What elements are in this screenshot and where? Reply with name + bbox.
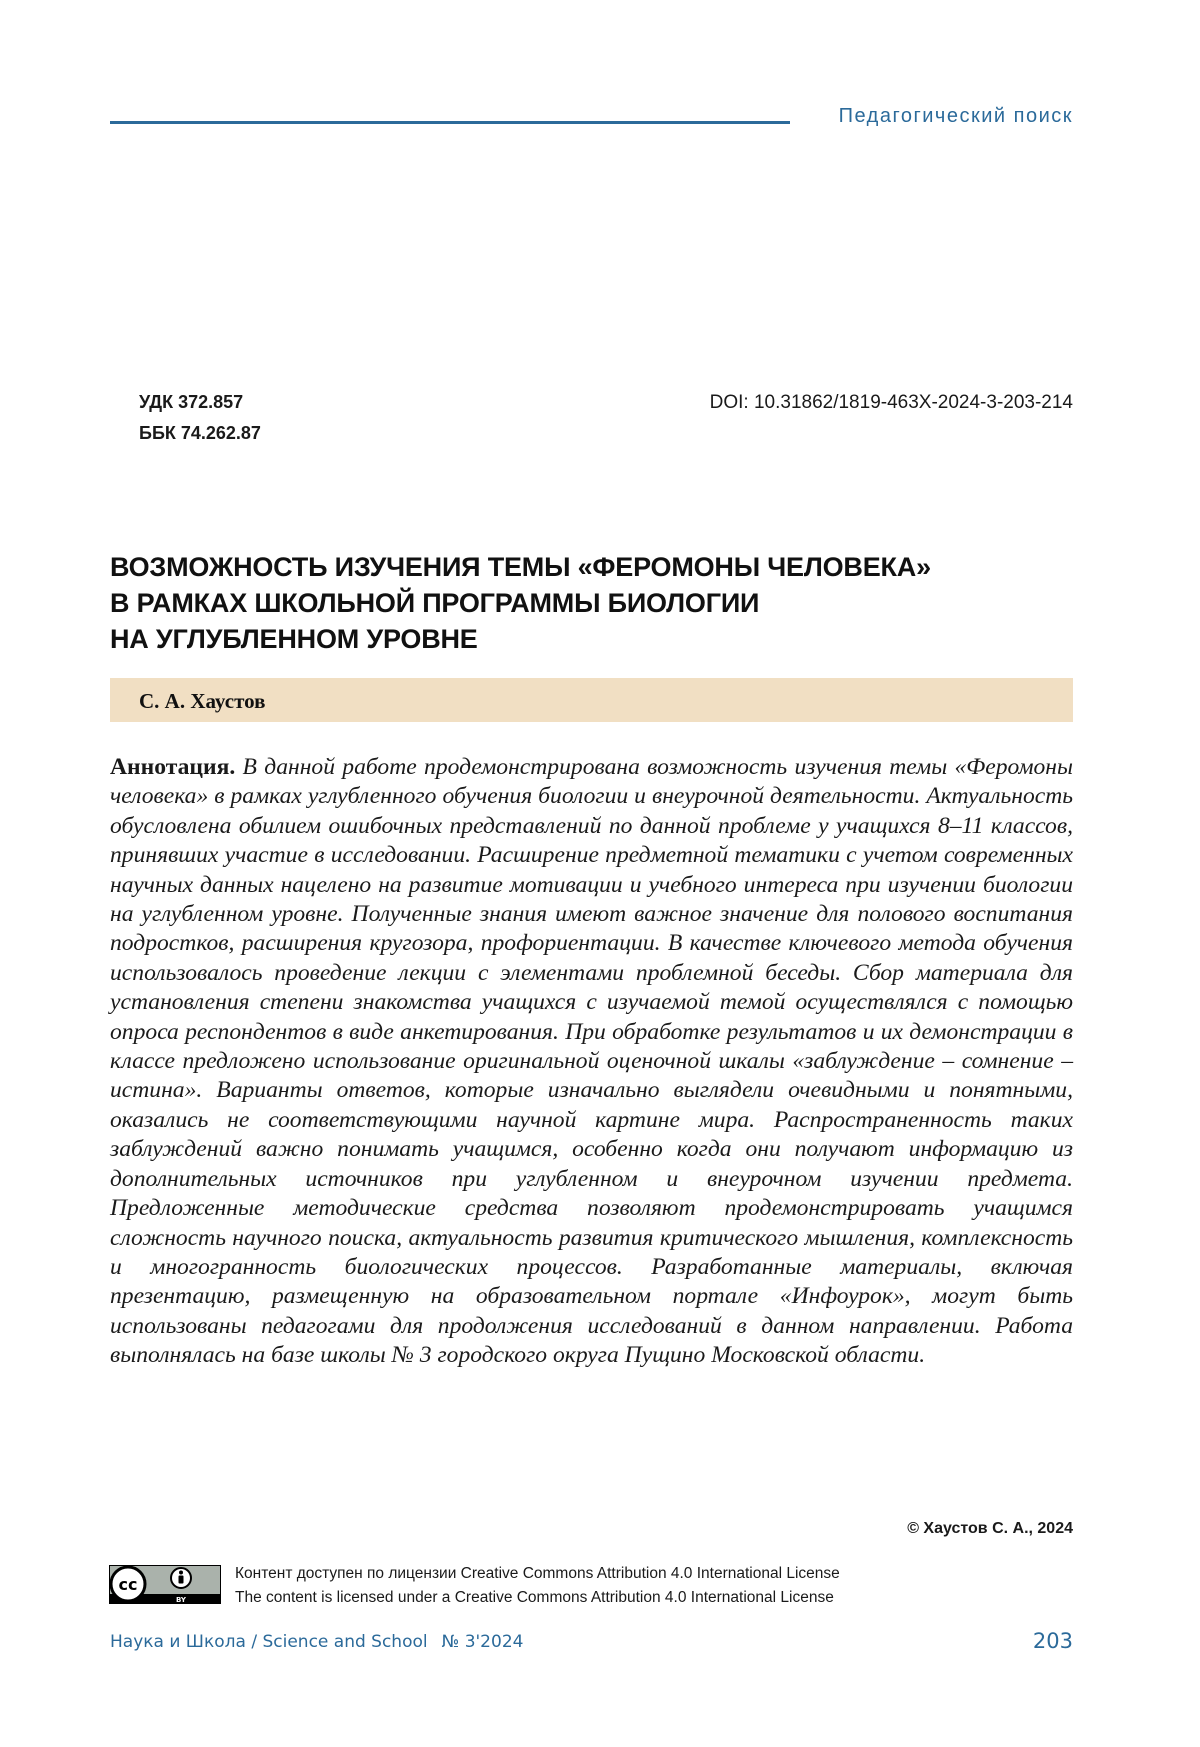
header-rule [110,121,790,124]
license-text [235,1562,840,1610]
page-number: 203 [1032,1629,1073,1653]
cc-by-license-icon[interactable] [109,1565,221,1604]
abstract-label: Аннотация. [110,754,236,780]
journal-name: Наука и Школа / Science and School [110,1632,428,1652]
issue-number: № 3'2024 [441,1632,524,1652]
title-line: НА УГЛУБЛЕННОМ УРОВНЕ [110,624,478,654]
section-title: Педагогический поиск [838,105,1073,127]
article-title [110,549,1050,657]
footer-journal [110,1632,523,1652]
copyright: © Хаустов С. А., 2024 [907,1520,1073,1537]
udk-code: УДК 372.857 [139,392,244,412]
license-line-ru: Контент доступен по лицензии Creative Commons Attribution 4.0 International License [235,1565,840,1582]
license-line-en: The content is licensed under a Creative Commons Attribution 4.0 International License [235,1589,834,1606]
doi: DOI: 10.31862/1819-463X-2024-3-203-214 [709,392,1073,413]
author-name: С. А. Хаустов [139,689,266,713]
title-line: ВОЗМОЖНОСТЬ ИЗУЧЕНИЯ ТЕМЫ «ФЕРОМОНЫ ЧЕЛОВЕКА» [110,552,931,582]
title-line: В РАМКАХ ШКОЛЬНОЙ ПРОГРАММЫ БИОЛОГИИ [110,588,760,618]
svg-text:cc: cc [118,1575,138,1594]
cc-badge-text: BY [175,1596,187,1604]
bbk-code: ББК 74.262.87 [139,423,261,443]
abstract-text: В данной работе продемонстрирована возможность изучения темы «Феромоны человека» в рамках углубленного обучения биологии и внеурочной деятельности. Актуальность обусловлена обилием ошибочных представлений по данной проблеме у учащихся 8–11 классов, принявших участие в исследовании. Расширение предметной тематики с учетом современных научных данных нацелено на развитие мотивации и учебного интереса при изучении биологии на углубленном уровне. Полученные знания имеют важное значение для полового воспитания подростков, расширения кругозора, профориентации. В качестве ключевого метода обучения использовалось проведение лекции с элементами проблемной беседы. Сбор материала для установления степени знакомства учащихся с изучаемой темой осуществлялся с помощью опроса респондентов в виде анкетирования. При обработке результатов и их демонстрации в классе предложено использование оригинальной оценочной шкалы «заблуждение – сомнение – истина». Варианты ответов, которые изначально выглядели очевидными и понятными, оказались не соответствующими научной картине мира. Распространенность таких заблуждений важно понимать учащимся, особенно когда они получают информацию из дополнительных источников при углубленном и внеурочном изучении предмета. Предложенные методические средства позволяют продемонстрировать учащимся сложность научного поиска, актуальность развития критического мышления, комплексность и многогранность биологических процессов. Разработанные материалы, включая презентацию, размещенную на образовательном портале «Инфоурок», могут быть использованы педагогами для продолжения исследований в данном направлении. Работа выполнялась на базе школы № 3 городского округа Пущино Московской области. [110,754,1073,1369]
abstract [110,753,1073,1371]
author-bar [110,678,1073,722]
